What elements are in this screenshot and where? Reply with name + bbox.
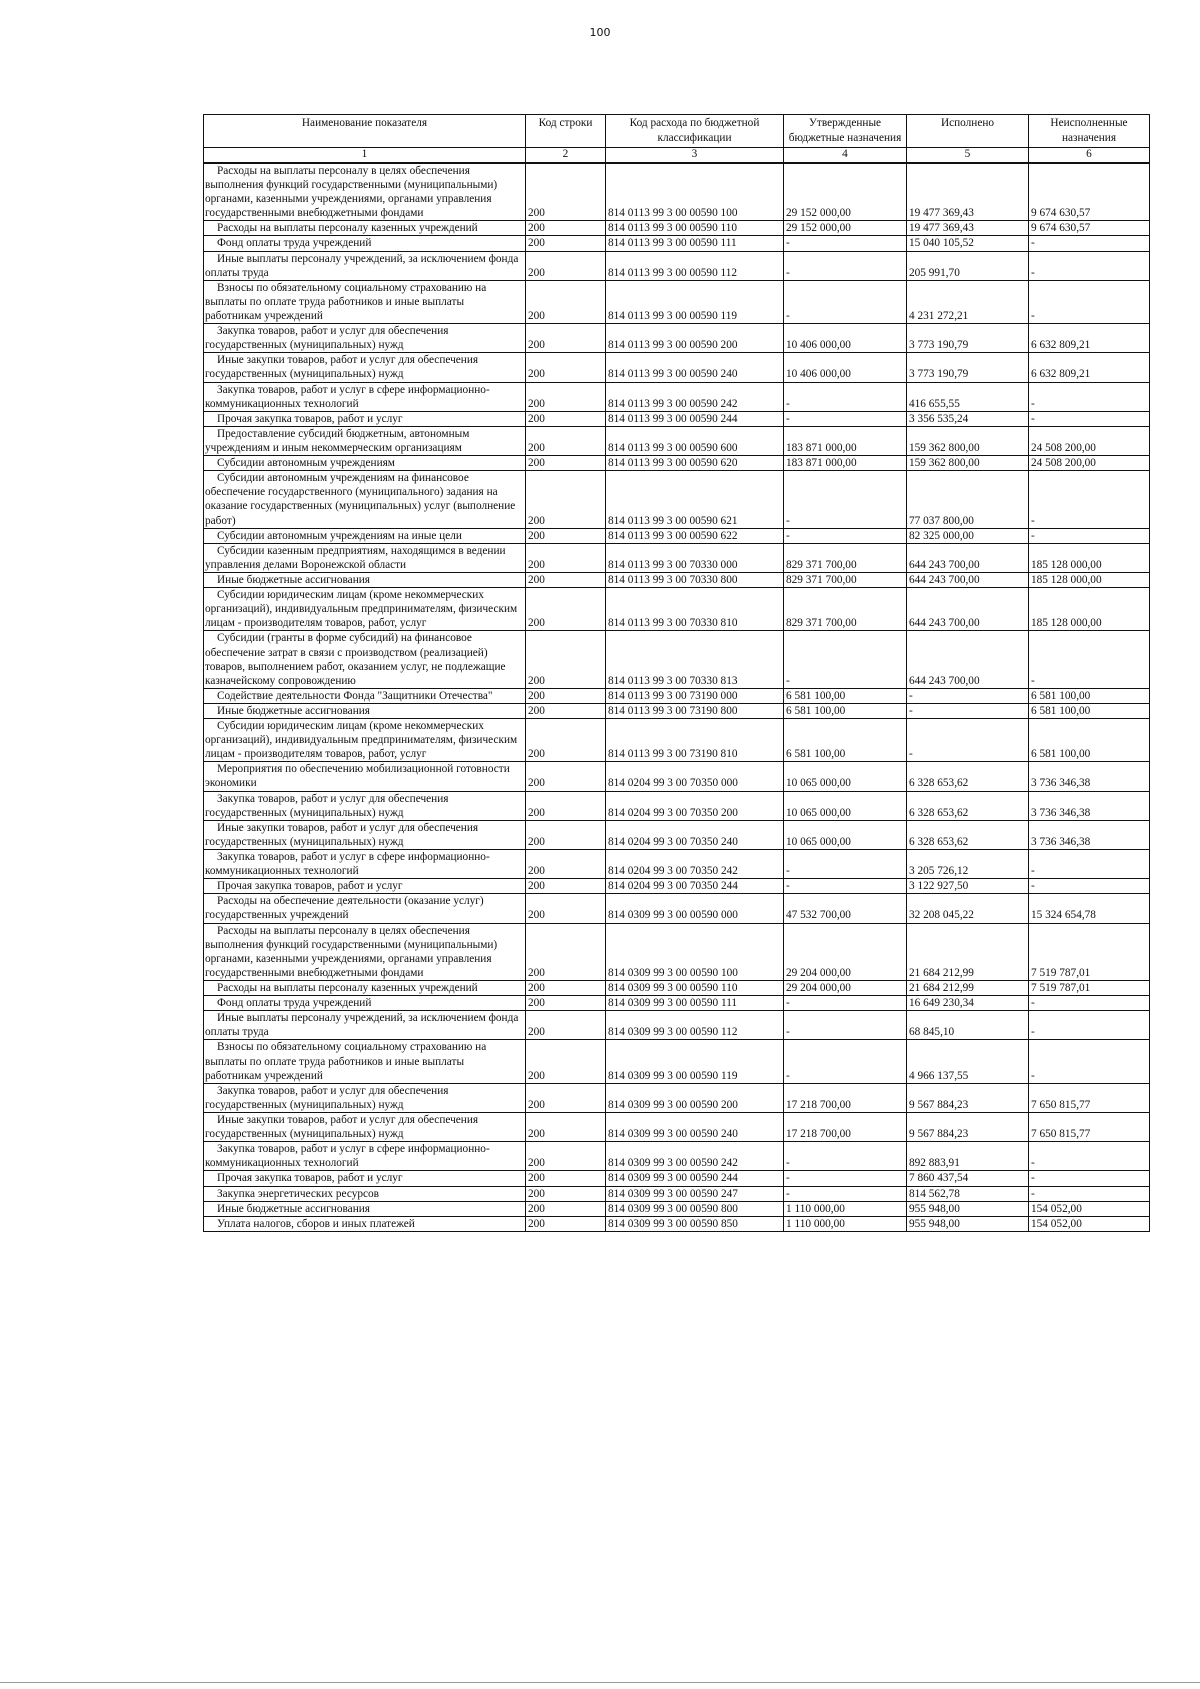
executed-amount: 6 328 653,62 bbox=[907, 820, 1029, 849]
line-code: 200 bbox=[526, 543, 606, 572]
approved-amount: 829 371 700,00 bbox=[784, 588, 907, 631]
table-row bbox=[204, 1216, 1150, 1231]
executed-amount: 3 773 190,79 bbox=[907, 324, 1029, 353]
expenditure-code: 814 0204 99 3 00 70350 000 bbox=[606, 762, 784, 791]
column-number: 3 bbox=[606, 148, 784, 163]
table-row bbox=[204, 1171, 1150, 1186]
indicator-name: Иные закупки товаров, работ и услуг для обеспечения государственных (муниципальных) нужд bbox=[204, 1113, 526, 1142]
indicator-name: Прочая закупка товаров, работ и услуг bbox=[204, 411, 526, 426]
executed-amount: 644 243 700,00 bbox=[907, 588, 1029, 631]
line-code: 200 bbox=[526, 251, 606, 280]
executed-amount: 644 243 700,00 bbox=[907, 543, 1029, 572]
indicator-name: Иные бюджетные ассигнования bbox=[204, 1201, 526, 1216]
line-code: 200 bbox=[526, 528, 606, 543]
indicator-name: Закупка товаров, работ и услуг в сфере информационно-коммуникационных технологий bbox=[204, 382, 526, 411]
table-row bbox=[204, 1201, 1150, 1216]
indicator-name: Закупка товаров, работ и услуг в сфере информационно-коммуникационных технологий bbox=[204, 1142, 526, 1171]
header-expenditure-code: Код расхода по бюджетной классификации bbox=[606, 115, 784, 148]
table-row bbox=[204, 820, 1150, 849]
expenditure-code: 814 0204 99 3 00 70350 240 bbox=[606, 820, 784, 849]
unexecuted-amount: - bbox=[1029, 1171, 1150, 1186]
executed-amount: - bbox=[907, 688, 1029, 703]
executed-amount: 159 362 800,00 bbox=[907, 426, 1029, 455]
expenditure-code: 814 0309 99 3 00 00590 110 bbox=[606, 981, 784, 996]
approved-amount: 47 532 700,00 bbox=[784, 894, 907, 923]
executed-amount: 7 860 437,54 bbox=[907, 1171, 1029, 1186]
unexecuted-amount: - bbox=[1029, 1142, 1150, 1171]
table-body bbox=[204, 163, 1150, 1231]
approved-amount: - bbox=[784, 251, 907, 280]
line-code: 200 bbox=[526, 382, 606, 411]
line-code: 200 bbox=[526, 1113, 606, 1142]
executed-amount: 955 948,00 bbox=[907, 1201, 1029, 1216]
line-code: 200 bbox=[526, 324, 606, 353]
indicator-name: Иные выплаты персоналу учреждений, за исключением фонда оплаты труда bbox=[204, 251, 526, 280]
expenditure-code: 814 0309 99 3 00 00590 119 bbox=[606, 1040, 784, 1083]
expenditure-code: 814 0113 99 3 00 00590 111 bbox=[606, 236, 784, 251]
executed-amount: 416 655,55 bbox=[907, 382, 1029, 411]
table-row bbox=[204, 411, 1150, 426]
table-row bbox=[204, 923, 1150, 980]
expenditure-code: 814 0113 99 3 00 00590 621 bbox=[606, 471, 784, 528]
executed-amount: 68 845,10 bbox=[907, 1011, 1029, 1040]
indicator-name: Иные выплаты персоналу учреждений, за исключением фонда оплаты труда bbox=[204, 1011, 526, 1040]
approved-amount: 10 406 000,00 bbox=[784, 353, 907, 382]
unexecuted-amount: - bbox=[1029, 850, 1150, 879]
approved-amount: - bbox=[784, 1142, 907, 1171]
unexecuted-amount: 7 650 815,77 bbox=[1029, 1083, 1150, 1112]
table-row bbox=[204, 353, 1150, 382]
indicator-name: Иные бюджетные ассигнования bbox=[204, 703, 526, 718]
line-code: 200 bbox=[526, 850, 606, 879]
unexecuted-amount: 6 632 809,21 bbox=[1029, 324, 1150, 353]
executed-amount: 3 205 726,12 bbox=[907, 850, 1029, 879]
indicator-name: Содействие деятельности Фонда "Защитники Отечества" bbox=[204, 688, 526, 703]
unexecuted-amount: - bbox=[1029, 631, 1150, 688]
executed-amount: 6 328 653,62 bbox=[907, 762, 1029, 791]
header-indicator-name: Наименование показателя bbox=[204, 115, 526, 148]
line-code: 200 bbox=[526, 719, 606, 762]
header-approved-assignments: Утвержденные бюджетные назначения bbox=[784, 115, 907, 148]
approved-amount: 6 581 100,00 bbox=[784, 719, 907, 762]
table-row bbox=[204, 324, 1150, 353]
expenditure-code: 814 0113 99 3 00 00590 110 bbox=[606, 221, 784, 236]
unexecuted-amount: - bbox=[1029, 471, 1150, 528]
indicator-name: Закупка энергетических ресурсов bbox=[204, 1186, 526, 1201]
unexecuted-amount: 24 508 200,00 bbox=[1029, 456, 1150, 471]
approved-amount: - bbox=[784, 1011, 907, 1040]
table-row bbox=[204, 543, 1150, 572]
header-line-code: Код строки bbox=[526, 115, 606, 148]
page-bottom-rule bbox=[0, 1682, 1200, 1683]
approved-amount: - bbox=[784, 280, 907, 323]
indicator-name: Закупка товаров, работ и услуг для обеспечения государственных (муниципальных) нужд bbox=[204, 1083, 526, 1112]
expenditure-code: 814 0309 99 3 00 00590 000 bbox=[606, 894, 784, 923]
indicator-name: Закупка товаров, работ и услуг для обеспечения государственных (муниципальных) нужд bbox=[204, 791, 526, 820]
expenditure-code: 814 0113 99 3 00 70330 810 bbox=[606, 588, 784, 631]
table-row bbox=[204, 280, 1150, 323]
approved-amount: 829 371 700,00 bbox=[784, 572, 907, 587]
approved-amount: - bbox=[784, 996, 907, 1011]
unexecuted-amount: 6 581 100,00 bbox=[1029, 719, 1150, 762]
unexecuted-amount: 15 324 654,78 bbox=[1029, 894, 1150, 923]
line-code: 200 bbox=[526, 879, 606, 894]
table-row bbox=[204, 1142, 1150, 1171]
indicator-name: Расходы на выплаты персоналу казенных учреждений bbox=[204, 221, 526, 236]
expenditure-code: 814 0113 99 3 00 00590 600 bbox=[606, 426, 784, 455]
table-row bbox=[204, 1083, 1150, 1112]
expenditure-code: 814 0309 99 3 00 00590 200 bbox=[606, 1083, 784, 1112]
approved-amount: 829 371 700,00 bbox=[784, 543, 907, 572]
expenditure-code: 814 0113 99 3 00 00590 244 bbox=[606, 411, 784, 426]
indicator-name: Взносы по обязательному социальному страхованию на выплаты по оплате труда работников и иные выплаты работникам учреждений bbox=[204, 1040, 526, 1083]
unexecuted-amount: - bbox=[1029, 251, 1150, 280]
indicator-name: Предоставление субсидий бюджетным, автономным учреждениям и иным некоммерческим организациям bbox=[204, 426, 526, 455]
approved-amount: 29 152 000,00 bbox=[784, 163, 907, 221]
expenditure-code: 814 0113 99 3 00 00590 622 bbox=[606, 528, 784, 543]
unexecuted-amount: - bbox=[1029, 411, 1150, 426]
approved-amount: - bbox=[784, 1171, 907, 1186]
unexecuted-amount: 154 052,00 bbox=[1029, 1216, 1150, 1231]
unexecuted-amount: 6 581 100,00 bbox=[1029, 703, 1150, 718]
table-row bbox=[204, 1186, 1150, 1201]
line-code: 200 bbox=[526, 1171, 606, 1186]
expenditure-code: 814 0309 99 3 00 00590 240 bbox=[606, 1113, 784, 1142]
line-code: 200 bbox=[526, 1216, 606, 1231]
unexecuted-amount: - bbox=[1029, 1011, 1150, 1040]
approved-amount: 183 871 000,00 bbox=[784, 456, 907, 471]
indicator-name: Прочая закупка товаров, работ и услуг bbox=[204, 879, 526, 894]
unexecuted-amount: - bbox=[1029, 528, 1150, 543]
table-row bbox=[204, 791, 1150, 820]
unexecuted-amount: - bbox=[1029, 1040, 1150, 1083]
line-code: 200 bbox=[526, 1040, 606, 1083]
approved-amount: 1 110 000,00 bbox=[784, 1201, 907, 1216]
approved-amount: - bbox=[784, 411, 907, 426]
expenditure-code: 814 0309 99 3 00 00590 244 bbox=[606, 1171, 784, 1186]
approved-amount: - bbox=[784, 850, 907, 879]
line-code: 200 bbox=[526, 703, 606, 718]
table-row bbox=[204, 251, 1150, 280]
unexecuted-amount: - bbox=[1029, 879, 1150, 894]
line-code: 200 bbox=[526, 163, 606, 221]
line-code: 200 bbox=[526, 1011, 606, 1040]
executed-amount: 159 362 800,00 bbox=[907, 456, 1029, 471]
approved-amount: - bbox=[784, 879, 907, 894]
table-row bbox=[204, 588, 1150, 631]
unexecuted-amount: 9 674 630,57 bbox=[1029, 221, 1150, 236]
header-row bbox=[204, 115, 1150, 148]
approved-amount: - bbox=[784, 1186, 907, 1201]
table-row bbox=[204, 719, 1150, 762]
indicator-name: Иные закупки товаров, работ и услуг для обеспечения государственных (муниципальных) нужд bbox=[204, 353, 526, 382]
approved-amount: 6 581 100,00 bbox=[784, 688, 907, 703]
approved-amount: 10 065 000,00 bbox=[784, 820, 907, 849]
indicator-name: Мероприятия по обеспечению мобилизационной готовности экономики bbox=[204, 762, 526, 791]
column-number: 6 bbox=[1029, 148, 1150, 163]
line-code: 200 bbox=[526, 353, 606, 382]
executed-amount: 4 231 272,21 bbox=[907, 280, 1029, 323]
executed-amount: 644 243 700,00 bbox=[907, 631, 1029, 688]
expenditure-code: 814 0204 99 3 00 70350 242 bbox=[606, 850, 784, 879]
table-row bbox=[204, 236, 1150, 251]
indicator-name: Субсидии автономным учреждениям bbox=[204, 456, 526, 471]
line-code: 200 bbox=[526, 280, 606, 323]
expenditure-code: 814 0113 99 3 00 70330 000 bbox=[606, 543, 784, 572]
executed-amount: 3 356 535,24 bbox=[907, 411, 1029, 426]
expenditure-code: 814 0113 99 3 00 73190 800 bbox=[606, 703, 784, 718]
table-row bbox=[204, 981, 1150, 996]
approved-amount: 6 581 100,00 bbox=[784, 703, 907, 718]
line-code: 200 bbox=[526, 762, 606, 791]
column-number-row bbox=[204, 148, 1150, 163]
line-code: 200 bbox=[526, 411, 606, 426]
line-code: 200 bbox=[526, 1083, 606, 1112]
indicator-name: Расходы на обеспечение деятельности (оказание услуг) государственных учреждений bbox=[204, 894, 526, 923]
table-row bbox=[204, 1040, 1150, 1083]
indicator-name: Субсидии автономным учреждениям на финансовое обеспечение государственного (муниципального) задания на оказание государственных (муниципальных) услуг (выполнение работ) bbox=[204, 471, 526, 528]
expenditure-code: 814 0113 99 3 00 00590 112 bbox=[606, 251, 784, 280]
unexecuted-amount: - bbox=[1029, 236, 1150, 251]
unexecuted-amount: - bbox=[1029, 280, 1150, 323]
header-executed: Исполнено bbox=[907, 115, 1029, 148]
line-code: 200 bbox=[526, 820, 606, 849]
table-header bbox=[204, 115, 1150, 163]
approved-amount: - bbox=[784, 471, 907, 528]
unexecuted-amount: 3 736 346,38 bbox=[1029, 762, 1150, 791]
expenditure-code: 814 0204 99 3 00 70350 244 bbox=[606, 879, 784, 894]
line-code: 200 bbox=[526, 996, 606, 1011]
approved-amount: 17 218 700,00 bbox=[784, 1113, 907, 1142]
line-code: 200 bbox=[526, 981, 606, 996]
table-row bbox=[204, 762, 1150, 791]
indicator-name: Расходы на выплаты персоналу в целях обеспечения выполнения функций государственными (муниципальными) органами, казенными учреждениями, органами управления государственными внебюджетными фондами bbox=[204, 923, 526, 980]
executed-amount: 19 477 369,43 bbox=[907, 221, 1029, 236]
executed-amount: 814 562,78 bbox=[907, 1186, 1029, 1201]
executed-amount: 3 122 927,50 bbox=[907, 879, 1029, 894]
approved-amount: 10 065 000,00 bbox=[784, 791, 907, 820]
expenditure-code: 814 0113 99 3 00 70330 800 bbox=[606, 572, 784, 587]
executed-amount: - bbox=[907, 719, 1029, 762]
expenditure-code: 814 0309 99 3 00 00590 242 bbox=[606, 1142, 784, 1171]
indicator-name: Субсидии автономным учреждениям на иные цели bbox=[204, 528, 526, 543]
indicator-name: Иные бюджетные ассигнования bbox=[204, 572, 526, 587]
table-row bbox=[204, 221, 1150, 236]
unexecuted-amount: 6 632 809,21 bbox=[1029, 353, 1150, 382]
approved-amount: - bbox=[784, 528, 907, 543]
table-row bbox=[204, 572, 1150, 587]
unexecuted-amount: 7 519 787,01 bbox=[1029, 923, 1150, 980]
expenditure-code: 814 0113 99 3 00 00590 240 bbox=[606, 353, 784, 382]
line-code: 200 bbox=[526, 688, 606, 703]
expenditure-code: 814 0309 99 3 00 00590 850 bbox=[606, 1216, 784, 1231]
header-unexecuted-assignments: Неисполненные назначения bbox=[1029, 115, 1150, 148]
table-row bbox=[204, 382, 1150, 411]
executed-amount: 9 567 884,23 bbox=[907, 1083, 1029, 1112]
table-row bbox=[204, 471, 1150, 528]
executed-amount: 15 040 105,52 bbox=[907, 236, 1029, 251]
approved-amount: - bbox=[784, 631, 907, 688]
executed-amount: 892 883,91 bbox=[907, 1142, 1029, 1171]
line-code: 200 bbox=[526, 588, 606, 631]
expenditure-code: 814 0113 99 3 00 00590 100 bbox=[606, 163, 784, 221]
table-row bbox=[204, 879, 1150, 894]
column-number: 4 bbox=[784, 148, 907, 163]
expenditure-code: 814 0113 99 3 00 00590 620 bbox=[606, 456, 784, 471]
expenditure-code: 814 0113 99 3 00 00590 200 bbox=[606, 324, 784, 353]
unexecuted-amount: - bbox=[1029, 1186, 1150, 1201]
table-row bbox=[204, 426, 1150, 455]
table-row bbox=[204, 996, 1150, 1011]
unexecuted-amount: 7 650 815,77 bbox=[1029, 1113, 1150, 1142]
line-code: 200 bbox=[526, 1142, 606, 1171]
line-code: 200 bbox=[526, 572, 606, 587]
line-code: 200 bbox=[526, 221, 606, 236]
executed-amount: 21 684 212,99 bbox=[907, 923, 1029, 980]
table-row bbox=[204, 456, 1150, 471]
table-row bbox=[204, 703, 1150, 718]
executed-amount: - bbox=[907, 703, 1029, 718]
line-code: 200 bbox=[526, 236, 606, 251]
unexecuted-amount: 24 508 200,00 bbox=[1029, 426, 1150, 455]
executed-amount: 82 325 000,00 bbox=[907, 528, 1029, 543]
indicator-name: Прочая закупка товаров, работ и услуг bbox=[204, 1171, 526, 1186]
table-row bbox=[204, 1011, 1150, 1040]
column-number: 2 bbox=[526, 148, 606, 163]
approved-amount: 29 204 000,00 bbox=[784, 923, 907, 980]
line-code: 200 bbox=[526, 456, 606, 471]
table-row bbox=[204, 1113, 1150, 1142]
table-row bbox=[204, 688, 1150, 703]
approved-amount: 183 871 000,00 bbox=[784, 426, 907, 455]
indicator-name: Фонд оплаты труда учреждений bbox=[204, 236, 526, 251]
table-row bbox=[204, 850, 1150, 879]
expenditure-table bbox=[203, 114, 1150, 1232]
unexecuted-amount: 6 581 100,00 bbox=[1029, 688, 1150, 703]
page-number: 100 bbox=[589, 26, 611, 39]
table-row bbox=[204, 894, 1150, 923]
indicator-name: Субсидии юридическим лицам (кроме некоммерческих организаций), индивидуальным предпринимателям, физическим лицам - производителям товаров, работ, услуг bbox=[204, 719, 526, 762]
indicator-name: Иные закупки товаров, работ и услуг для обеспечения государственных (муниципальных) нужд bbox=[204, 820, 526, 849]
executed-amount: 3 773 190,79 bbox=[907, 353, 1029, 382]
executed-amount: 77 037 800,00 bbox=[907, 471, 1029, 528]
approved-amount: 1 110 000,00 bbox=[784, 1216, 907, 1231]
line-code: 200 bbox=[526, 894, 606, 923]
unexecuted-amount: 185 128 000,00 bbox=[1029, 543, 1150, 572]
unexecuted-amount: - bbox=[1029, 996, 1150, 1011]
approved-amount: 10 065 000,00 bbox=[784, 762, 907, 791]
line-code: 200 bbox=[526, 1186, 606, 1201]
expenditure-code: 814 0113 99 3 00 00590 119 bbox=[606, 280, 784, 323]
executed-amount: 955 948,00 bbox=[907, 1216, 1029, 1231]
approved-amount: 29 152 000,00 bbox=[784, 221, 907, 236]
executed-amount: 6 328 653,62 bbox=[907, 791, 1029, 820]
line-code: 200 bbox=[526, 923, 606, 980]
indicator-name: Уплата налогов, сборов и иных платежей bbox=[204, 1216, 526, 1231]
indicator-name: Закупка товаров, работ и услуг в сфере информационно-коммуникационных технологий bbox=[204, 850, 526, 879]
approved-amount: 10 406 000,00 bbox=[784, 324, 907, 353]
executed-amount: 4 966 137,55 bbox=[907, 1040, 1029, 1083]
indicator-name: Закупка товаров, работ и услуг для обеспечения государственных (муниципальных) нужд bbox=[204, 324, 526, 353]
indicator-name: Фонд оплаты труда учреждений bbox=[204, 996, 526, 1011]
line-code: 200 bbox=[526, 426, 606, 455]
indicator-name: Субсидии (гранты в форме субсидий) на финансовое обеспечение затрат в связи с производством (реализацией) товаров, выполнением работ, оказанием услуг, не подлежащие казначейскому сопровождению bbox=[204, 631, 526, 688]
executed-amount: 644 243 700,00 bbox=[907, 572, 1029, 587]
executed-amount: 19 477 369,43 bbox=[907, 163, 1029, 221]
executed-amount: 205 991,70 bbox=[907, 251, 1029, 280]
unexecuted-amount: 7 519 787,01 bbox=[1029, 981, 1150, 996]
approved-amount: - bbox=[784, 236, 907, 251]
column-number: 1 bbox=[204, 148, 526, 163]
line-code: 200 bbox=[526, 791, 606, 820]
expenditure-code: 814 0309 99 3 00 00590 100 bbox=[606, 923, 784, 980]
indicator-name: Субсидии юридическим лицам (кроме некоммерческих организаций), индивидуальным предпринимателям, физическим лицам - производителям товаров, работ, услуг bbox=[204, 588, 526, 631]
indicator-name: Субсидии казенным предприятиям, находящимся в ведении управления делами Воронежской области bbox=[204, 543, 526, 572]
approved-amount: - bbox=[784, 1040, 907, 1083]
unexecuted-amount: - bbox=[1029, 382, 1150, 411]
line-code: 200 bbox=[526, 1201, 606, 1216]
line-code: 200 bbox=[526, 631, 606, 688]
executed-amount: 32 208 045,22 bbox=[907, 894, 1029, 923]
indicator-name: Взносы по обязательному социальному страхованию на выплаты по оплате труда работников и иные выплаты работникам учреждений bbox=[204, 280, 526, 323]
table-row bbox=[204, 528, 1150, 543]
expenditure-code: 814 0204 99 3 00 70350 200 bbox=[606, 791, 784, 820]
column-number: 5 bbox=[907, 148, 1029, 163]
unexecuted-amount: 185 128 000,00 bbox=[1029, 572, 1150, 587]
line-code: 200 bbox=[526, 471, 606, 528]
executed-amount: 21 684 212,99 bbox=[907, 981, 1029, 996]
executed-amount: 9 567 884,23 bbox=[907, 1113, 1029, 1142]
approved-amount: 17 218 700,00 bbox=[784, 1083, 907, 1112]
unexecuted-amount: 9 674 630,57 bbox=[1029, 163, 1150, 221]
unexecuted-amount: 3 736 346,38 bbox=[1029, 791, 1150, 820]
unexecuted-amount: 3 736 346,38 bbox=[1029, 820, 1150, 849]
table-row bbox=[204, 163, 1150, 221]
approved-amount: - bbox=[784, 382, 907, 411]
executed-amount: 16 649 230,34 bbox=[907, 996, 1029, 1011]
expenditure-code: 814 0113 99 3 00 73190 810 bbox=[606, 719, 784, 762]
expenditure-code: 814 0309 99 3 00 00590 247 bbox=[606, 1186, 784, 1201]
unexecuted-amount: 154 052,00 bbox=[1029, 1201, 1150, 1216]
expenditure-code: 814 0113 99 3 00 70330 813 bbox=[606, 631, 784, 688]
expenditure-code: 814 0309 99 3 00 00590 112 bbox=[606, 1011, 784, 1040]
unexecuted-amount: 185 128 000,00 bbox=[1029, 588, 1150, 631]
expenditure-code: 814 0113 99 3 00 00590 242 bbox=[606, 382, 784, 411]
approved-amount: 29 204 000,00 bbox=[784, 981, 907, 996]
expenditure-code: 814 0309 99 3 00 00590 800 bbox=[606, 1201, 784, 1216]
expenditure-code: 814 0113 99 3 00 73190 000 bbox=[606, 688, 784, 703]
table-row bbox=[204, 631, 1150, 688]
expenditure-code: 814 0309 99 3 00 00590 111 bbox=[606, 996, 784, 1011]
indicator-name: Расходы на выплаты персоналу казенных учреждений bbox=[204, 981, 526, 996]
indicator-name: Расходы на выплаты персоналу в целях обеспечения выполнения функций государственными (муниципальными) органами, казенными учреждениями, органами управления государственными внебюджетными фондами bbox=[204, 163, 526, 221]
